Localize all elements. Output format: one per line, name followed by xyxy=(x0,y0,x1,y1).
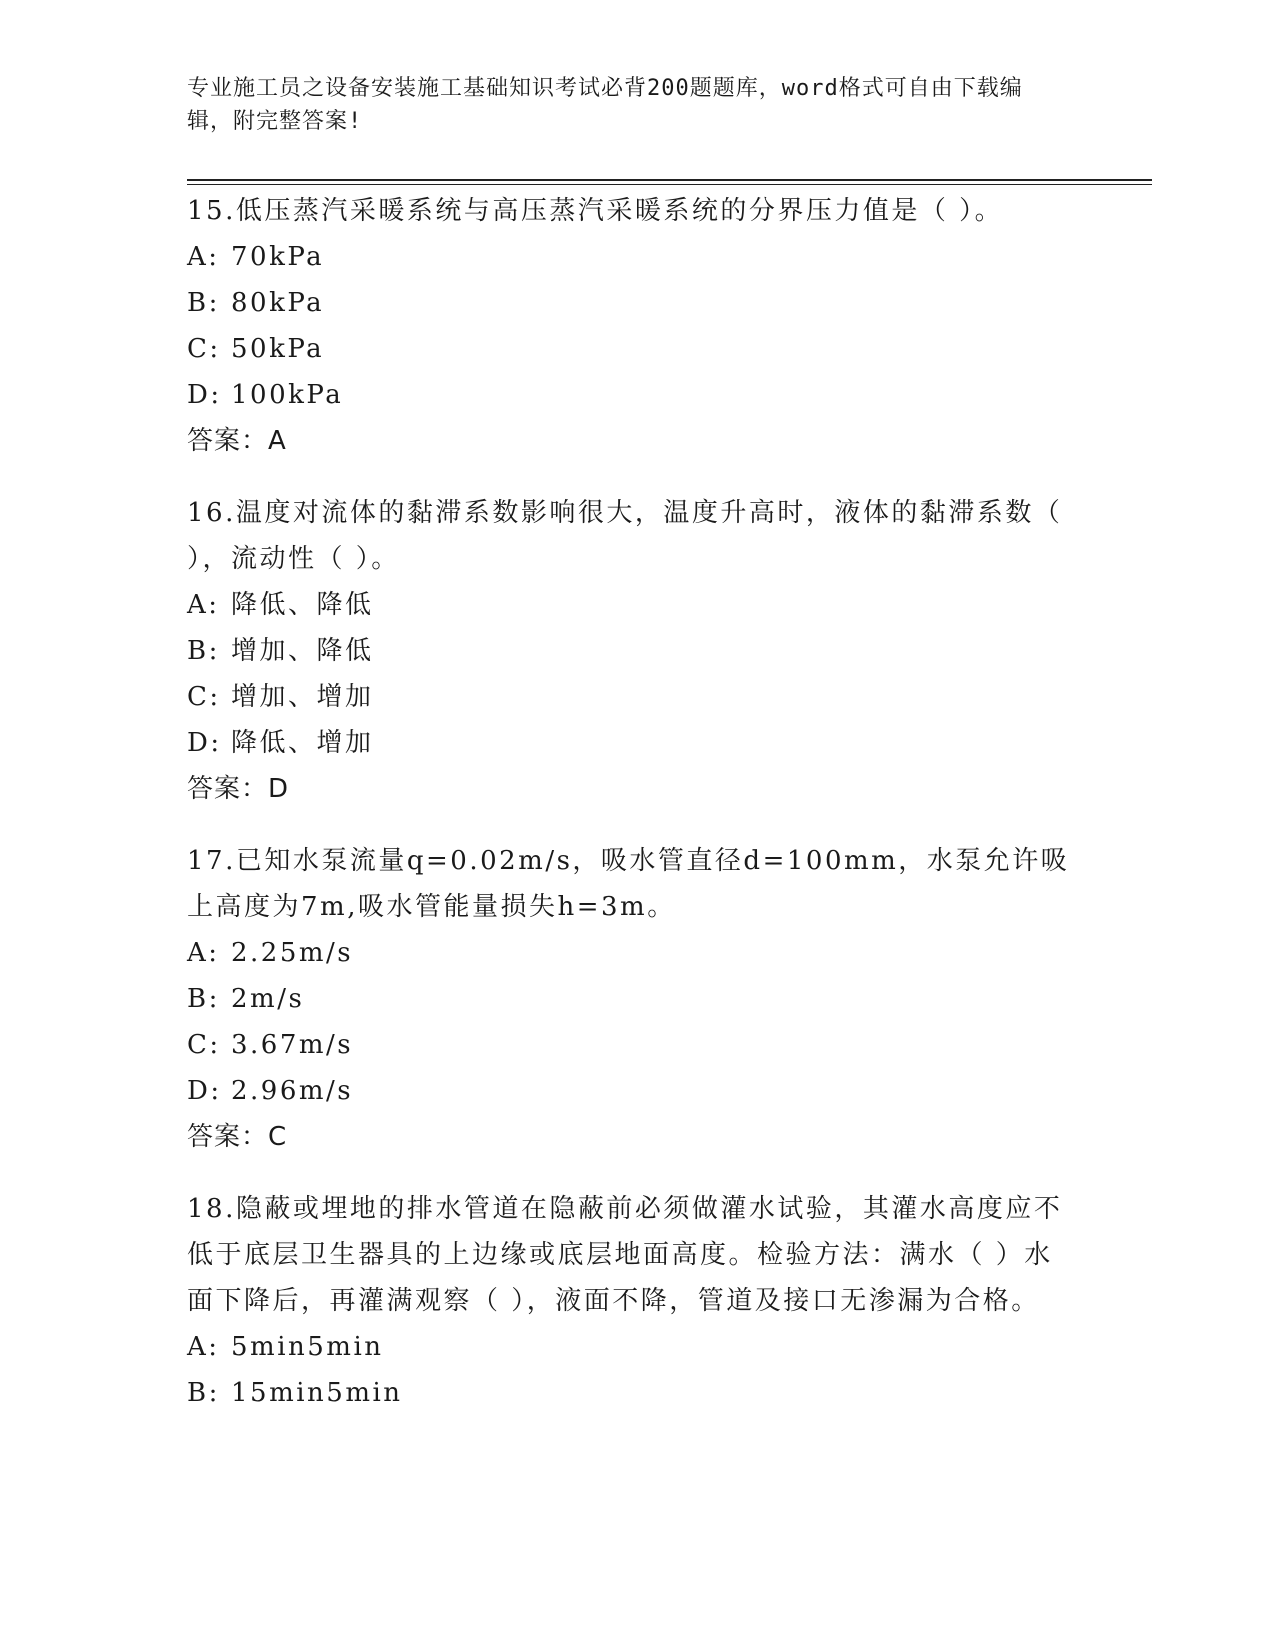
option-text: 增加、增加 xyxy=(231,682,374,712)
page-header xyxy=(187,72,1067,138)
option-letter: C: xyxy=(187,334,221,364)
option-b xyxy=(187,976,1077,1022)
question-17 xyxy=(187,838,1077,1160)
option-a xyxy=(187,1324,1077,1370)
question-stem: 18.隐蔽或埋地的排水管道在隐蔽前必须做灌水试验，其灌水高度应不低于底层卫生器具的上边缘或底层地面高度。检验方法：满水（ ）水面下降后，再灌满观察（ ），液面不降，管道及接口无渗漏为合格。 xyxy=(187,1194,1063,1316)
option-letter: B: xyxy=(187,1378,220,1408)
option-b xyxy=(187,628,1077,674)
option-letter: B: xyxy=(187,984,220,1014)
option-letter: A: xyxy=(187,938,220,968)
option-c xyxy=(187,326,1077,372)
option-letter: D: xyxy=(187,728,222,758)
option-letter: B: xyxy=(187,288,220,318)
option-letter: D: xyxy=(187,1076,222,1106)
question-stem: 17.已知水泵流量q=0.02m/s，吸水管直径d=100mm，水泵允许吸上高度为7m,吸水管能量损失h=3m。 xyxy=(187,846,1070,922)
answer-line: 答案：A xyxy=(187,426,287,456)
option-letter: A: xyxy=(187,242,220,272)
option-b xyxy=(187,1370,1077,1416)
option-text: 100kPa xyxy=(231,380,344,410)
option-d xyxy=(187,1068,1077,1114)
option-text: 降低、降低 xyxy=(231,590,374,620)
question-16 xyxy=(187,490,1077,812)
header-rule-thin xyxy=(187,184,1152,185)
option-letter: B: xyxy=(187,636,220,666)
option-letter: D: xyxy=(187,380,222,410)
header-rule-thick xyxy=(187,179,1152,181)
option-text: 2.25m/s xyxy=(231,938,354,968)
option-letter: C: xyxy=(187,682,221,712)
option-d xyxy=(187,372,1077,418)
option-letter: C: xyxy=(187,1030,221,1060)
option-text: 3.67m/s xyxy=(231,1030,354,1060)
option-text: 15min5min xyxy=(231,1378,403,1408)
option-text: 80kPa xyxy=(231,288,325,318)
option-b xyxy=(187,280,1077,326)
question-stem: 15.低压蒸汽采暖系统与高压蒸汽采暖系统的分界压力值是（ ）。 xyxy=(187,196,1004,226)
question-stem: 16.温度对流体的黏滞系数影响很大，温度升高时，液体的黏滞系数（ ），流动性（ ）。 xyxy=(187,498,1063,574)
question-list xyxy=(187,188,1077,1442)
option-text: 降低、增加 xyxy=(231,728,374,758)
option-text: 5min5min xyxy=(231,1332,384,1362)
option-letter: A: xyxy=(187,590,220,620)
option-c xyxy=(187,1022,1077,1068)
option-text: 70kPa xyxy=(231,242,325,272)
option-text: 2m/s xyxy=(231,984,305,1014)
question-15 xyxy=(187,188,1077,464)
option-a xyxy=(187,582,1077,628)
option-c xyxy=(187,674,1077,720)
option-text: 50kPa xyxy=(231,334,325,364)
answer-line: 答案：C xyxy=(187,1122,288,1152)
document-title: 专业施工员之设备安装施工基础知识考试必背200题题库，word格式可自由下载编辑，附完整答案! xyxy=(187,76,1023,134)
answer-line: 答案：D xyxy=(187,774,290,804)
option-text: 增加、降低 xyxy=(231,636,374,666)
option-text: 2.96m/s xyxy=(231,1076,354,1106)
option-a xyxy=(187,234,1077,280)
option-a xyxy=(187,930,1077,976)
option-d xyxy=(187,720,1077,766)
question-18 xyxy=(187,1186,1077,1416)
option-letter: A: xyxy=(187,1332,220,1362)
